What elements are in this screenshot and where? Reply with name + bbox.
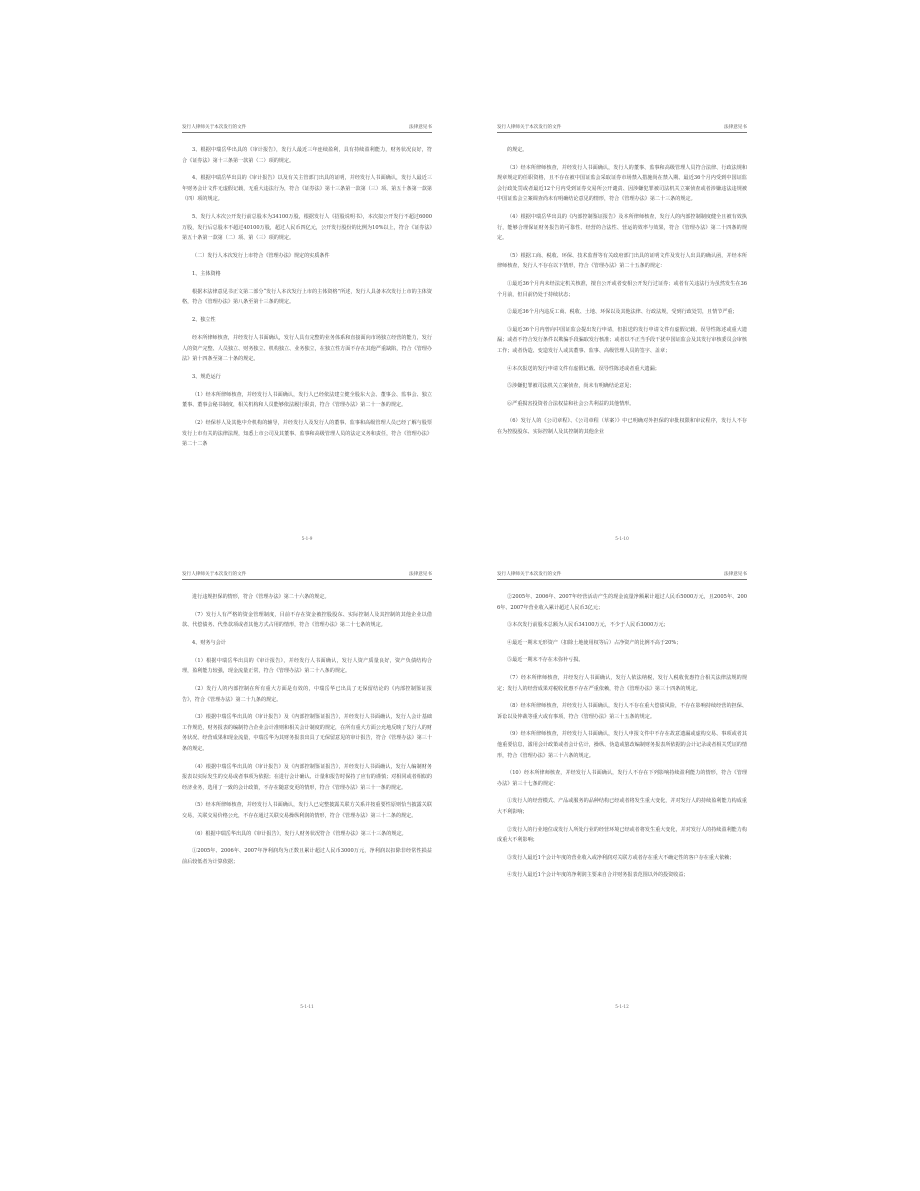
paragraph: ③发行人最近1个会计年度的营业收入或净利润对关联方或者存在重大不确定性的客户存在重大依赖； — [507, 854, 735, 861]
paragraph: （7）经本所律师核查，并经发行人书面确认，发行人依法纳税，发行人税收优惠符合相关法律法规的规定；发行人的经营成果对税收优惠不存在严重依赖，符合《管理办法》第三十四条的规定。 — [497, 674, 747, 692]
paragraph: ①发行人的经营模式、产品或服务的品种结构已经或者将发生重大变化，并对发行人的持续盈利能力构成重大不利影响； — [497, 798, 747, 815]
section-heading: 1、主体资格 — [192, 270, 221, 277]
paragraph: ②最近36个月内违反工商、税收、土地、环保以及其他法律、行政法规，受到行政处罚，且情节严重； — [507, 309, 738, 316]
paragraph: （3）经本所律师核查，并经发行人书面确认，发行人的董事、监事和高级管理人员符合法律、行政法规和规章规定的任职资格，且不存在被中国证监会采取证券市场禁入措施尚在禁入期、最近36个月内受到中国证监会行政处罚或者最近12个月内受到证券交易所公开谴责、因涉嫌犯罪被司法机关立案侦查或者涉嫌违法违规被中国证监会立案调查尚未有明确结论意见的情形，符合《管理办法》第二十三条的规定。 — [497, 164, 747, 203]
section-heading: （二）发行人本次发行上市符合《管理办法》规定的实质条件 — [192, 252, 330, 259]
paragraph: （7）发行人有严格的资金管理制度，目前不存在资金被控股股东、实际控制人及其控制的其他企业以借款、代偿债务、代垫款项或者其他方式占用的情形，符合《管理办法》第二十七条的规定。 — [182, 611, 432, 629]
header-right-title: 法律意见书 — [409, 572, 432, 577]
paragraph: ⑤涉嫌犯罪被司法机关立案侦查，尚未有明确结论意见； — [507, 383, 635, 390]
page-body — [182, 145, 432, 450]
paragraph: （5）根据工商、税收、环保、技术监督等有关政府部门出具的证明文件及发行人出具的确认函，并经本所律师核查，发行人不存在以下情形，符合《管理办法》第二十五条的规定： — [497, 252, 747, 270]
header-right-title: 法律意见书 — [409, 125, 432, 130]
paragraph: 经本所律师核查，并经发行人书面确认，发行人具有完整的业务体系和直接面向市场独立经营的能力，发行人的资产完整、人员独立、财务独立、机构独立、业务独立，在独立性方面不存在其他严重缺陷，符合《管理办法》第十四条至第二十条的规定。 — [182, 334, 432, 363]
paragraph: （5）经本所律师核查，并经发行人书面确认，发行人已完整披露关联方关系并按重要性原则恰当披露关联交易，关联交易价格公允，不存在通过关联交易操纵利润的情形，符合《管理办法》第三十二条的规定。 — [182, 802, 432, 819]
paragraph: （2）经保荐人及其他中介机构的辅导，并经发行人及发行人的董事、监事和高级管理人员已经了解与股票发行上市有关的法律法规，知悉上市公司及其董事、监事和高级管理人员的法定义务和责任，符合《管理办法》第二十二条 — [182, 419, 432, 448]
paragraph: ③最近36个月内曾向中国证监会提出发行申请，但报送的发行申请文件有虚假记载、误导性陈述或重大遗漏；或者不符合发行条件以欺骗手段骗取发行核准；或者以不正当手段干扰中国证监会及其发行审核委员会审核工作；或者伪造、变造发行人或其董事、监事、高级管理人员的签字、盖章； — [497, 326, 747, 354]
paragraph: ①最近36个月内未经法定机关核准，擅自公开或者变相公开发行过证券；或者有关违法行为虽然发生在36个月前，但目前仍处于持续状态； — [497, 280, 747, 298]
paragraph: （6）发行人的《公司章程》、《公司章程（草案）》中已明确对外担保的审批权限和审议程序，发行人不存在为控股股东、实际控制人及其控制的其他企业 — [497, 418, 747, 435]
paragraph: ④发行人最近1个会计年度的净利润主要来自合并财务报表范围以外的投资收益； — [507, 872, 689, 879]
page-header — [182, 572, 432, 580]
page-body — [182, 592, 432, 867]
paragraph: ④最近一期末无形资产（扣除土地使用权等后）占净资产的比例不高于20%； — [507, 639, 682, 646]
document-page-4 — [497, 572, 747, 1009]
document-page-2 — [497, 125, 747, 541]
page-body — [497, 592, 747, 881]
paragraph: ①2005年、2006年、2007年净利润均为正数且累计超过人民币3000万元，净利润以扣除非经常性损益前后较低者为计算依据； — [182, 848, 432, 865]
paragraph: 5、发行人本次公开发行前总股本为34100万股，根据发行人《招股说明书》，本次拟公开发行不超过6000万股，发行后总股本不超过40100万股，超过人民币四亿元，公开发行股份的比例为10%以上，符合《证券法》第五十条第一款第（二）项、第（三）项的规定。 — [182, 213, 432, 242]
section-heading: 2、独立性 — [192, 316, 216, 323]
header-left-title: 发行人律师关于本次发行的文件 — [182, 572, 247, 577]
paragraph: （4）根据中瑞岳华出具的《内部控制鉴证报告》及本所律师核查，发行人的内部控制制度健全且被有效执行，能够合理保证财务报告的可靠性、经营的合法性、营运的效率与效果，符合《管理办法》第二十四条的规定。 — [497, 213, 747, 242]
header-right-title: 法律意见书 — [724, 572, 747, 577]
page-number: 5-1-11 — [300, 1004, 314, 1009]
header-left-title: 发行人律师关于本次发行的文件 — [182, 125, 247, 130]
page-number: 5-1-12 — [615, 1004, 629, 1009]
page-body — [497, 145, 747, 437]
header-left-title: 发行人律师关于本次发行的文件 — [497, 125, 562, 130]
paragraph: （2）发行人的内部控制在所有重大方面是有效的，中瑞岳华已出具了无保留结论的《内部控制鉴证报告》，符合《管理办法》第二十九条的规定。 — [182, 685, 432, 703]
paragraph: ②发行人的行业地位或发行人所处行业的经营环境已经或者将发生重大变化，并对发行人的持续盈利能力构成重大不利影响； — [497, 826, 747, 844]
document-page-3 — [182, 572, 432, 1009]
paragraph: （1）根据中瑞岳华出具的《审计报告》，并经发行人书面确认，发行人资产质量良好，资产负债结构合理，盈利能力较强，现金流量正常，符合《管理办法》第二十八条的规定。 — [182, 657, 432, 675]
paragraph: 3、根据中瑞岳华出具的《审计报告》，发行人最近三年连续盈利，具有持续盈利能力，财务状况良好，符合《证券法》第十三条第一款第（二）项的规定。 — [182, 147, 432, 164]
paragraph: ⑤最近一期末不存在未弥补亏损。 — [507, 657, 584, 664]
page-header — [497, 572, 747, 580]
header-left-title: 发行人律师关于本次发行的文件 — [497, 572, 562, 577]
paragraph: （6）根据中瑞岳华出具的《审计报告》，发行人财务状况符合《管理办法》第三十三条的规定。 — [192, 830, 407, 837]
header-right-title: 法律意见书 — [724, 125, 747, 130]
paragraph: ④本次报送的发行申请文件有虚假记载、误导性陈述或者重大遗漏； — [507, 365, 660, 372]
paragraph: 4、根据中瑞岳华出具的《审计报告》以及有关主管部门出具的证明，并经发行人书面确认，发行人最近三年财务会计文件无虚假记载，无重大违法行为，符合《证券法》第十三条第一款第（三）项、第五十条第一款第（四）项的规定。 — [182, 175, 432, 203]
page-header — [497, 125, 747, 133]
document-page-1 — [182, 125, 432, 541]
paragraph: （1）经本所律师核查，并经发行人书面确认，发行人已经依法建立健全股东大会、董事会、监事会、独立董事、董事会秘书制度，相关机构和人员能够依法履行职责，符合《管理办法》第二十一条的规定。 — [182, 391, 432, 409]
paragraph: ②2005年、2006年、2007年经营活动产生的现金流量净额累计超过人民币5000万元，且2005年、2006年、2007年营业收入累计超过人民币3亿元； — [497, 594, 747, 611]
page-header — [182, 125, 432, 133]
paragraph: （9）经本所律师核查，并经发行人书面确认，发行人申报文件中不存在故意遗漏或虚构交易、事项或者其他重要信息，滥用会计政策或者会计估计，操纵、伪造或篡改编制财务报表所依据的会计记录或者相关凭证的情形，符合《管理办法》第三十六条的规定。 — [497, 731, 747, 759]
page-number: 5-1-10 — [615, 536, 629, 541]
section-heading: 3、规范运行 — [192, 373, 221, 380]
paragraph: （10）经本所律师核查，并经发行人书面确认，发行人不存在下列影响持续盈利能力的情形，符合《管理办法》第三十七条的规定： — [497, 770, 747, 787]
paragraph: ⑥严重损害投资者合法权益和社会公共利益的其他情形。 — [507, 400, 635, 407]
paragraph: （8）经本所律师核查，并经发行人书面确认，发行人不存在重大偿债风险，不存在影响持续经营的担保、诉讼以及仲裁等重大或有事项，符合《管理办法》第三十五条的规定。 — [497, 703, 747, 720]
paragraph: 进行违规担保的情形，符合《管理办法》第二十六条的规定。 — [192, 594, 330, 600]
section-heading: 4、财务与会计 — [192, 639, 226, 646]
paragraph: 根据本法律意见书正文第二部分“发行人本次发行上市的主体资格”所述，发行人具备本次发行上市的主体资格，符合《管理办法》第八条至第十三条的规定。 — [182, 288, 432, 306]
paragraph: ③本次发行前股本总额为人民币34100万元，不少于人民币3000万元； — [507, 622, 669, 629]
paragraph: （3）根据中瑞岳华出具的《审计报告》及《内部控制鉴证报告》，并经发行人书面确认，发行人会计基础工作规范，财务报表的编制符合企业会计准则和相关会计制度的规定，在所有重大方面公允地反映了发行人的财务状况、经营成果和现金流量，中瑞岳华为其财务报表出具了无保留意见的审计报告，符合《管理办法》第三十条的规定。 — [182, 714, 432, 752]
paragraph: （4）根据中瑞岳华出具的《审计报告》及《内部控制鉴证报告》，并经发行人书面确认，发行人编制财务报表以实际发生的交易或者事项为依据；在进行会计确认、计量和报告时保持了应有的谨慎；对相同或者相似的经济业务，选用了一致的会计政策，不存在随意变更的情形，符合《管理办法》第三十一条的规定。 — [182, 763, 432, 791]
page-number: 5-1-9 — [301, 536, 313, 541]
paragraph: 的规定。 — [507, 147, 528, 153]
